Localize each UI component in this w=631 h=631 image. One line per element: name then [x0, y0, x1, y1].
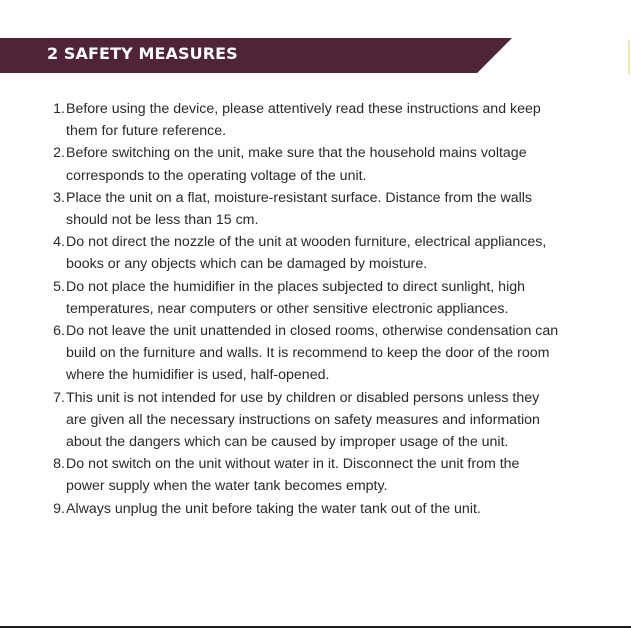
list-item [0, 453, 631, 497]
list-item [0, 320, 631, 387]
section-title: 2 SAFETY MEASURES [47, 44, 238, 63]
item-text-line: should not be less than 15 cm. [66, 212, 259, 229]
list-item [0, 276, 631, 320]
item-text-line: Do not leave the unit unattended in closed rooms, otherwise condensation can [66, 323, 559, 340]
page-bottom-rule [0, 626, 631, 628]
item-number: 4. [53, 234, 65, 251]
item-text-line: Place the unit on a flat, moisture-resistant surface. Distance from the walls [66, 189, 533, 206]
item-text-line: Do not direct the nozzle of the unit at wooden furniture, electrical appliances, [66, 234, 547, 251]
item-text-line: Always unplug the unit before taking the water tank out of the unit. [66, 500, 481, 517]
item-text-line: where the humidifier is used, half-opened. [66, 367, 330, 384]
item-number: 6. [53, 323, 65, 340]
list-item [0, 498, 631, 520]
page-edge-mark [628, 40, 630, 74]
item-text-line: them for future reference. [66, 123, 227, 140]
item-number: 2. [53, 145, 65, 162]
item-text-line: Do not switch on the unit without water in it. Disconnect the unit from the [66, 456, 520, 473]
item-number: 5. [53, 278, 65, 295]
list-item [0, 187, 631, 231]
item-text-line: about the dangers which can be caused by improper usage of the unit. [66, 434, 509, 451]
item-text-line: are given all the necessary instructions on safety measures and information [66, 411, 540, 428]
list-item [0, 387, 631, 454]
item-number: 7. [53, 389, 65, 406]
item-text-line: build on the furniture and walls. It is recommend to keep the door of the room [66, 345, 550, 362]
item-text-line: power supply when the water tank becomes empty. [66, 478, 388, 495]
item-number: 3. [53, 189, 65, 206]
list-item [0, 231, 631, 275]
list-item [0, 142, 631, 186]
item-text-line: Before switching on the unit, make sure that the household mains voltage [66, 145, 527, 162]
item-text-line: corresponds to the operating voltage of the unit. [66, 167, 367, 184]
item-number: 9. [53, 500, 65, 517]
item-text-line: This unit is not intended for use by children or disabled persons unless they [66, 389, 540, 406]
item-text-line: Before using the device, please attentively read these instructions and keep [66, 101, 541, 117]
list-item [0, 98, 631, 142]
safety-measures-list [0, 98, 631, 520]
item-number: 1. [53, 101, 65, 117]
item-number: 8. [53, 456, 65, 473]
item-text-line: temperatures, near computers or other sensitive electronic appliances. [66, 300, 509, 317]
item-text-line: books or any objects which can be damaged by moisture. [66, 256, 428, 273]
item-text-line: Do not place the humidifier in the places subjected to direct sunlight, high [66, 278, 526, 295]
